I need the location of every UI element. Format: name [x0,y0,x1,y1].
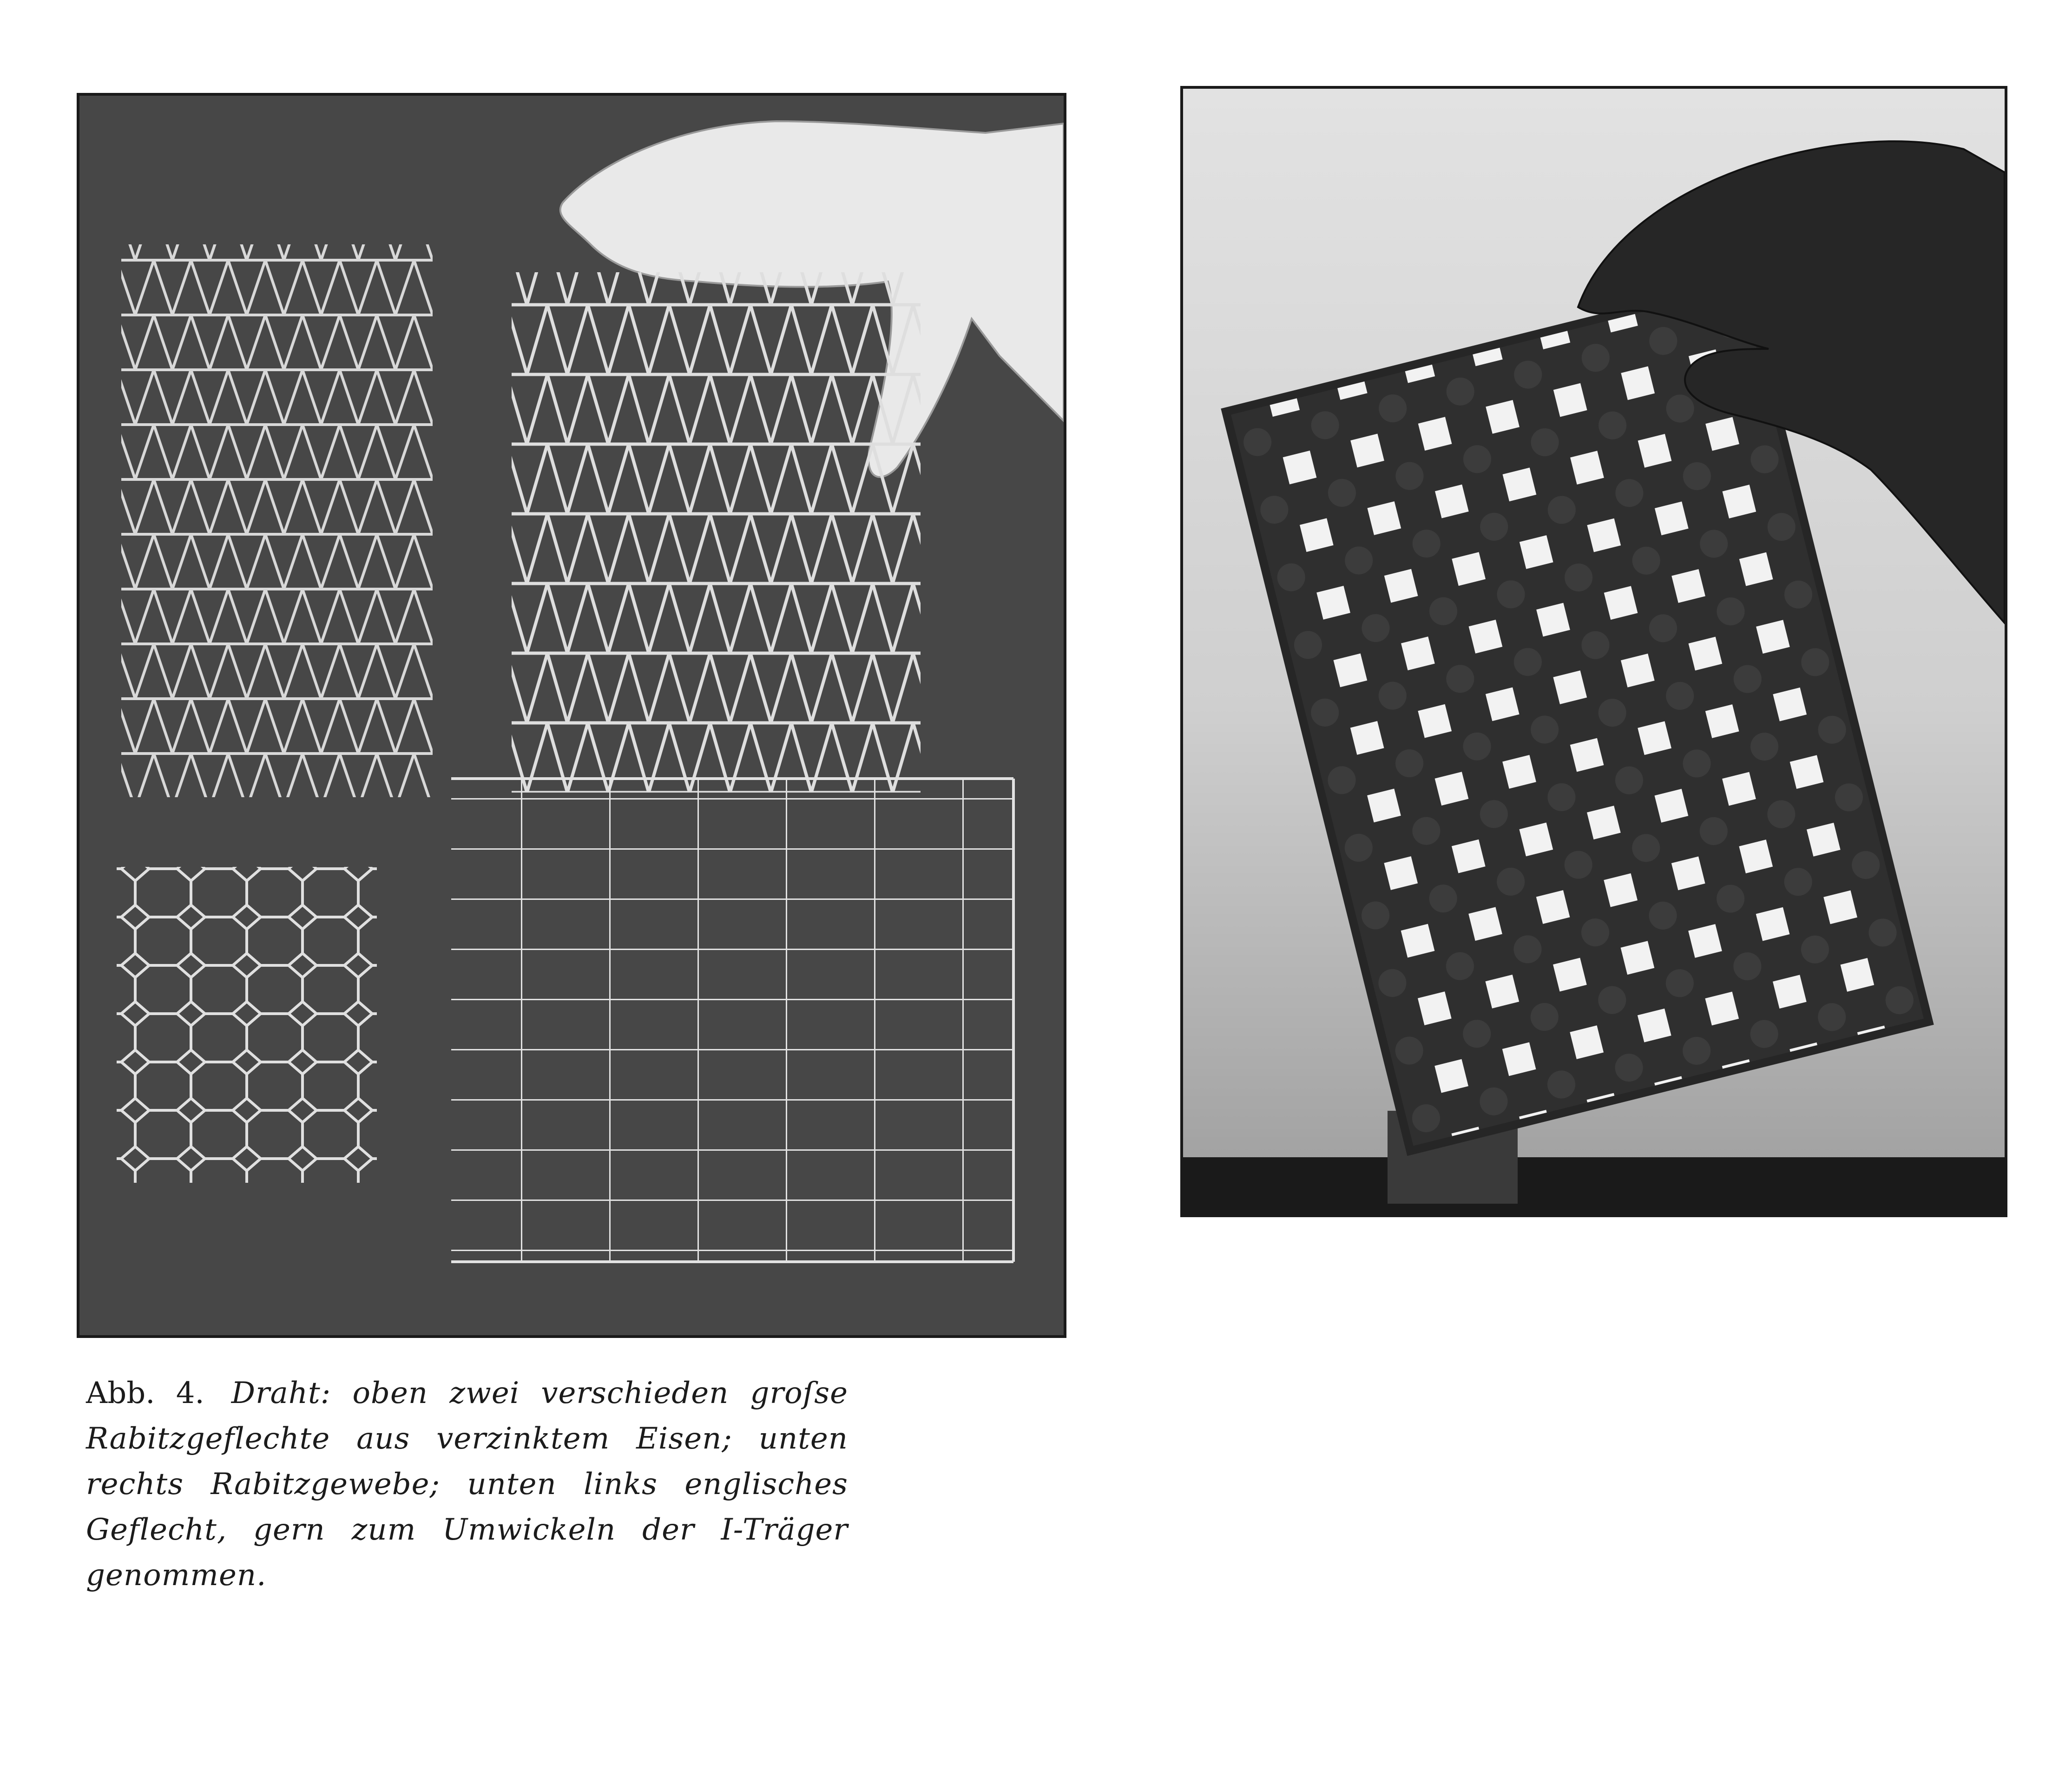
figure-caption [86,1370,848,1598]
rabitz-mesh-large [512,272,921,793]
wire-mesh-photo [77,93,1066,1338]
english-hex-mesh [117,867,377,1183]
caption-text: Draht: oben zwei verschieden groſse Rabitzgeflechte aus verzinktem Eisen; unten rechts Rabitzgewebe; unten links englisches Geflecht, gern zum Umwickeln der I-Träger genommen. [86,1376,849,1593]
table-surface [1183,1157,2005,1214]
rabitz-mesh-small [121,244,433,797]
figure-label: Abb. 4. [86,1376,204,1410]
rabitz-woven-grid [451,779,1013,1262]
lattice-plate-photo [1180,86,2007,1217]
